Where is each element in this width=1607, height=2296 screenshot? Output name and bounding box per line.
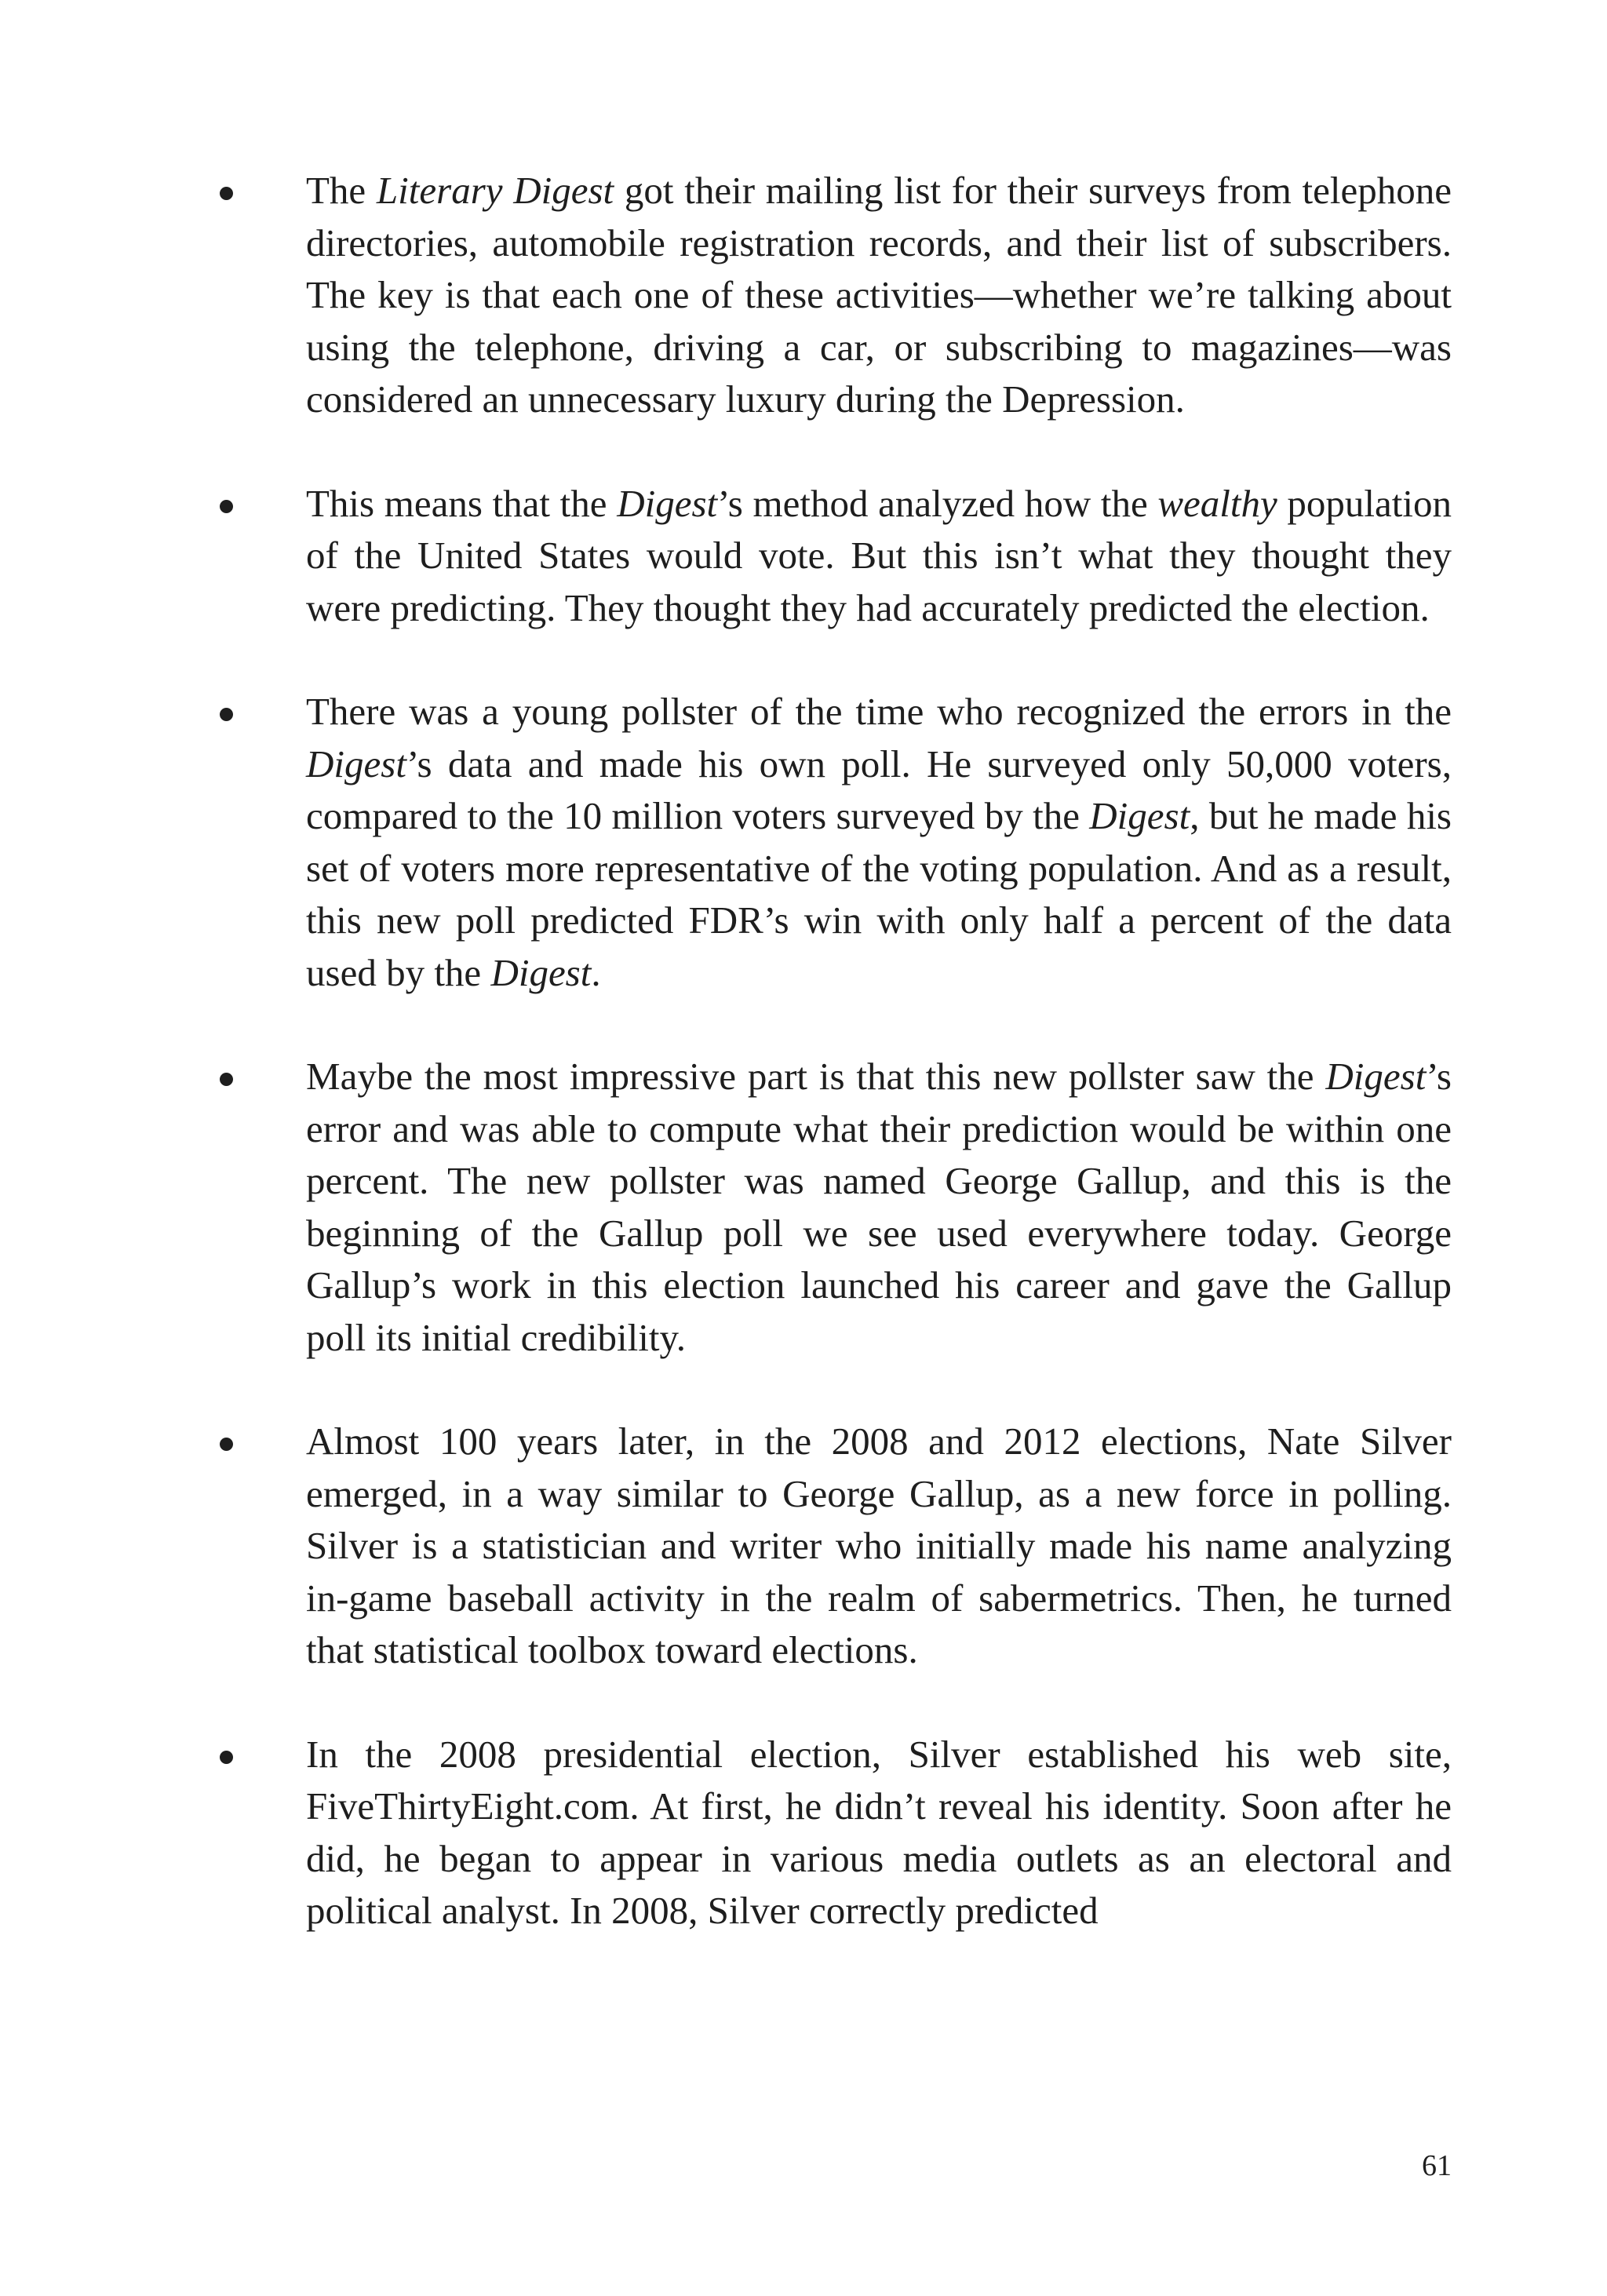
bullet-paragraph: This means that the Digest’s method analyzed how the wealthy population of the United States would vote. But this isn’t what they thought they were predicting. They thought they had accurately predicted the election. (306, 481, 1452, 629)
bullet-paragraph: In the 2008 presidential election, Silver established his web site, FiveThirtyEight.com. At first, he didn’t reveal his identity. Soon after he did, he began to appear in various media outlets as an electoral and political analyst. In 2008, Silver correctly predicted (306, 1732, 1452, 1932)
bullet-item (220, 1051, 1452, 1364)
bullet-icon (220, 187, 233, 200)
bullet-item (220, 478, 1452, 635)
bullet-icon (220, 500, 233, 513)
bullet-paragraph: The Literary Digest got their mailing list for their surveys from telephone directories, automobile registration records, and their list of subscribers. The key is that each one of these activities—whether we’re talking about using the telephone, driving a car, or subscribing to magazines—was considered an unnecessary luxury during the Depression. (306, 169, 1452, 421)
bullet-icon (220, 1438, 233, 1451)
bullet-item (220, 686, 1452, 999)
page-number: 61 (1422, 2149, 1452, 2182)
bullet-list (220, 165, 1452, 1989)
bullet-item (220, 1416, 1452, 1677)
bullet-paragraph: Maybe the most impressive part is that this new pollster saw the Digest’s error and was able to compute what their prediction would be within one percent. The new pollster was named George Gallup, and this is the beginning of the Gallup poll we see used everywhere today. George Gallup’s work in this election launched his career and gave the Gallup poll its initial credibility. (306, 1055, 1452, 1359)
bullet-icon (220, 1751, 233, 1764)
bullet-item (220, 165, 1452, 426)
bullet-item (220, 1729, 1452, 1937)
bullet-paragraph: Almost 100 years later, in the 2008 and 2012 elections, Nate Silver emerged, in a way similar to George Gallup, as a new force in polling. Silver is a statistician and writer who initially made his name analyzing in-game baseball activity in the realm of sabermetrics. Then, he turned that statistical toolbox toward elections. (306, 1420, 1452, 1671)
bullet-icon (220, 1073, 233, 1086)
bullet-paragraph: There was a young pollster of the time who recognized the errors in the Digest’s data and made his own poll. He surveyed only 50,000 voters, compared to the 10 million voters surveyed by the Digest, but he made his set of voters more representative of the voting population. And as a result, this new poll predicted FDR’s win with only half a percent of the data used by the Digest. (306, 690, 1452, 994)
bullet-icon (220, 708, 233, 721)
